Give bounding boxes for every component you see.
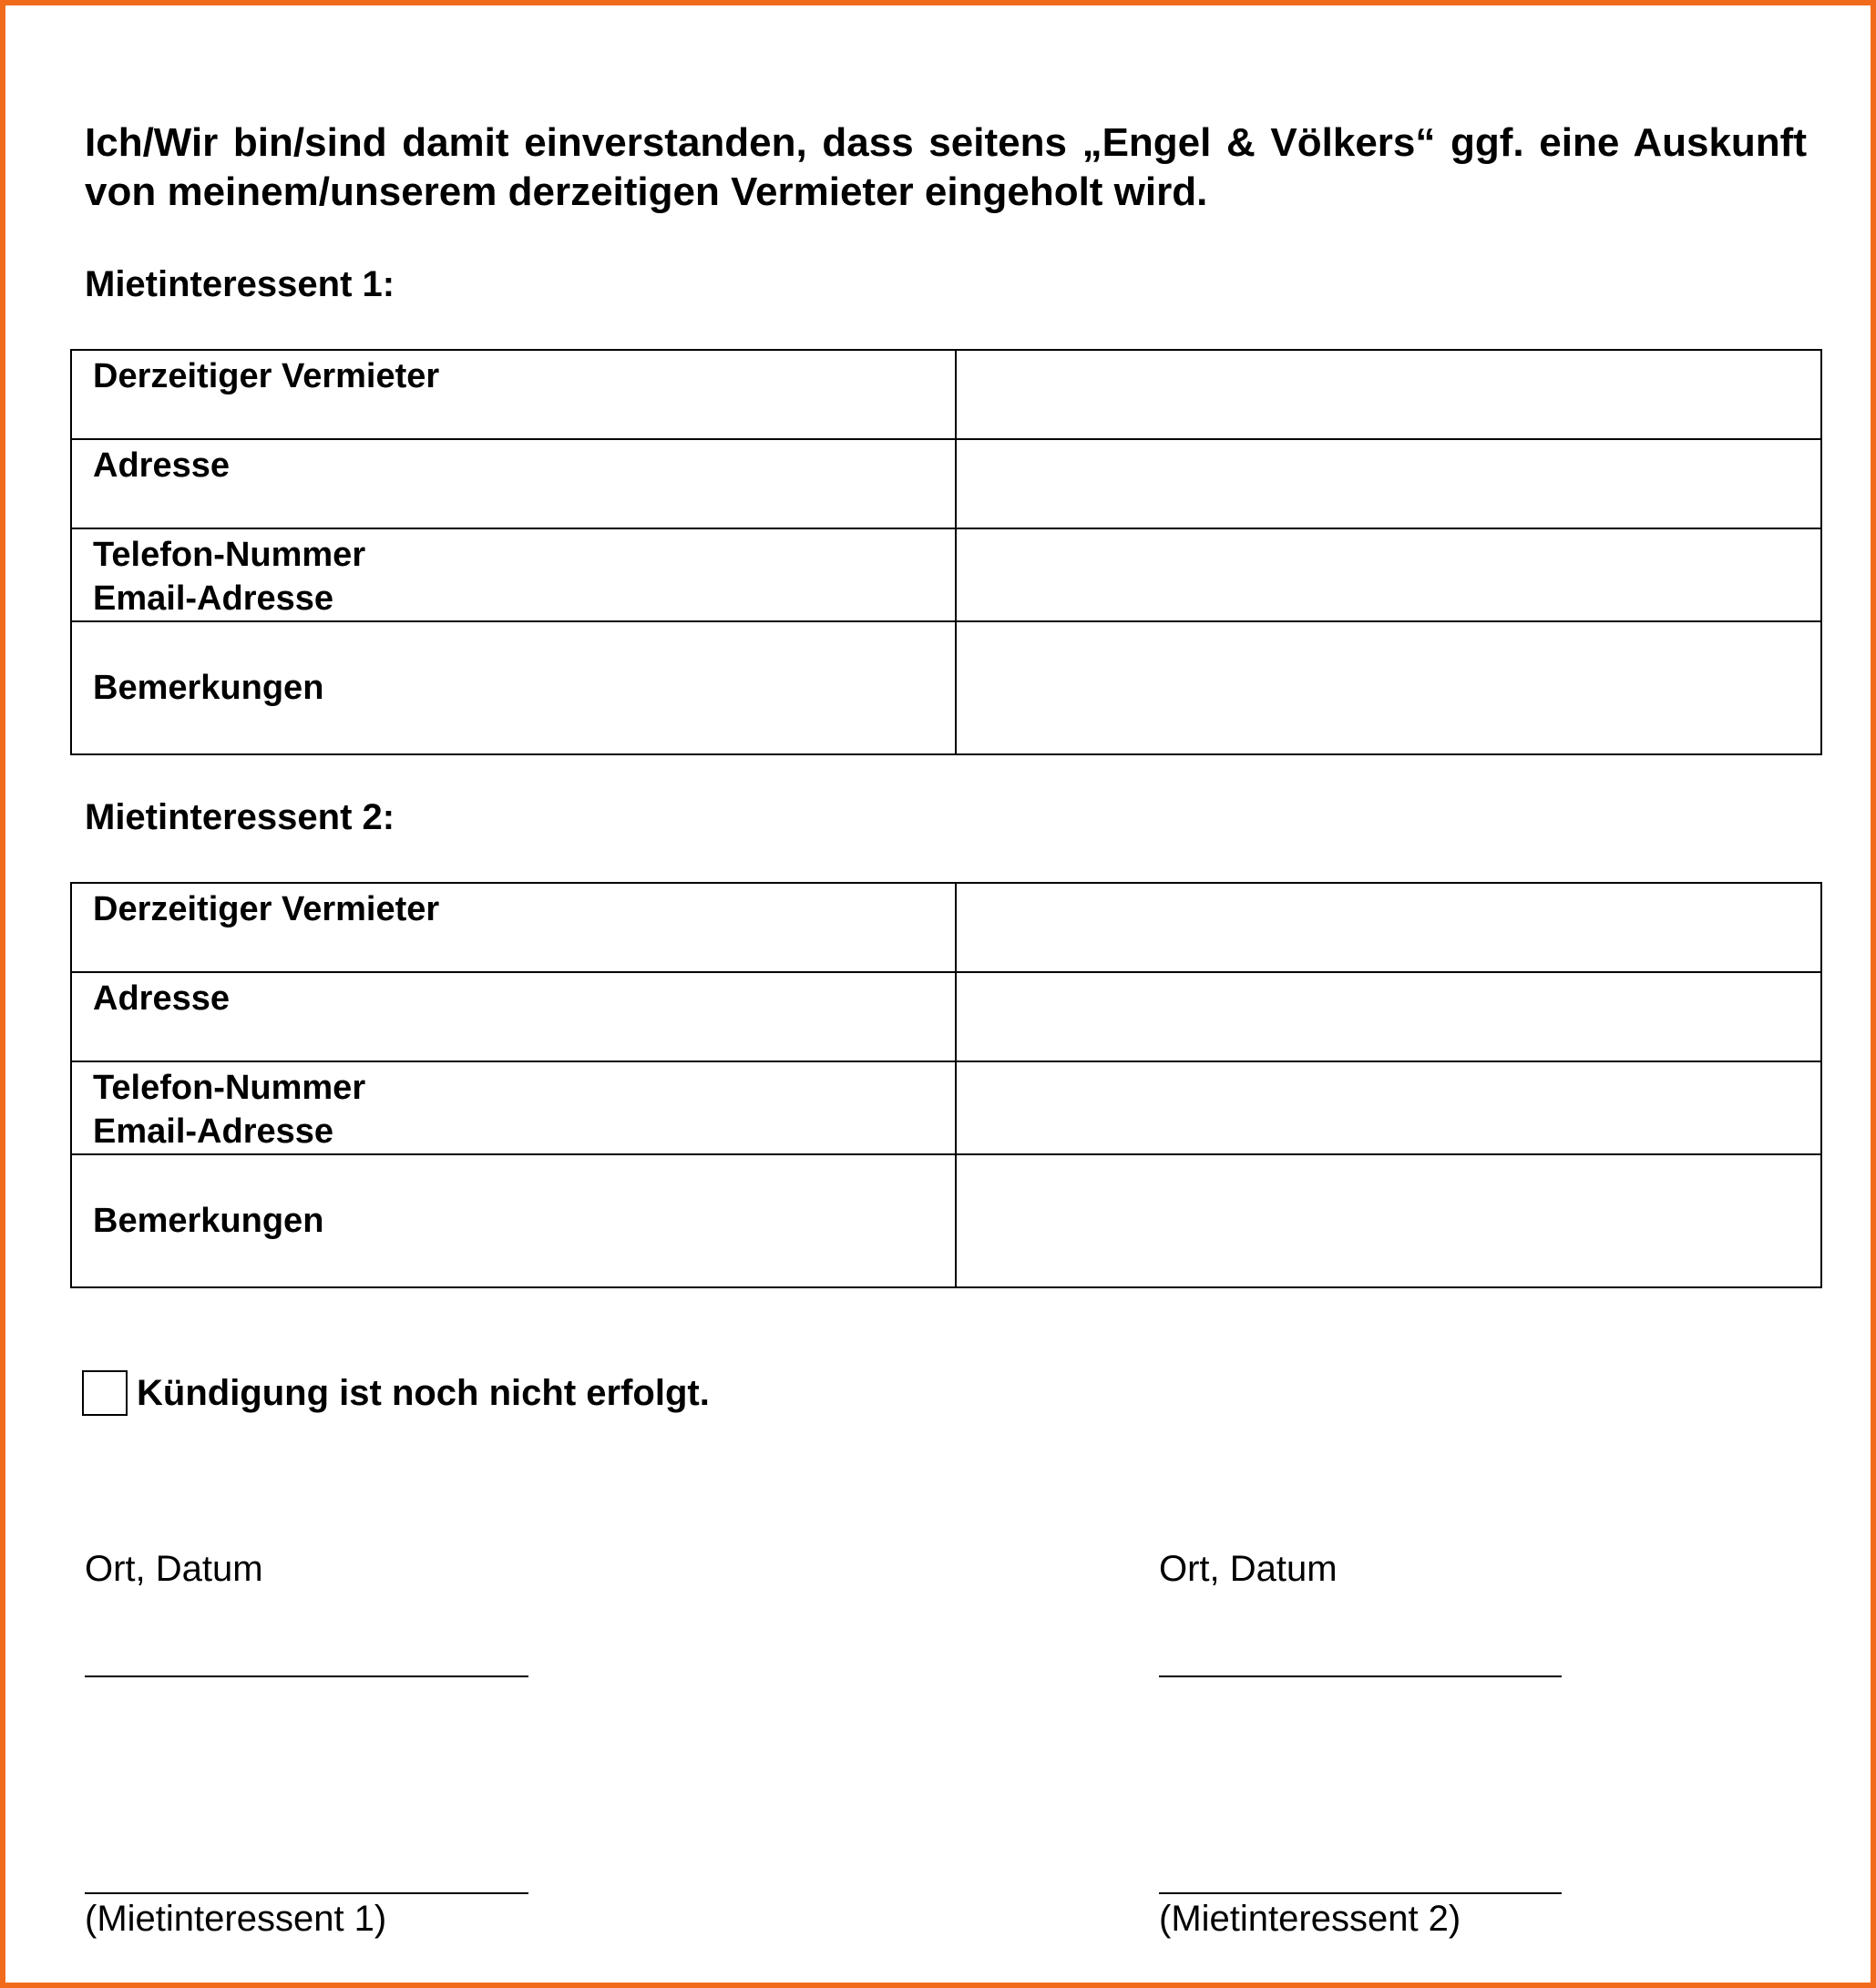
contact-field[interactable] (956, 1061, 1821, 1154)
phone-label-text: Telefon-Nummer (93, 536, 366, 574)
landlord-label (71, 883, 956, 972)
termination-label: Kündigung ist noch nicht erfolgt. (137, 1373, 710, 1413)
remarks-label-text: Bemerkungen (93, 1202, 324, 1240)
address-label-text: Adresse (93, 979, 230, 1018)
place-date-line-1[interactable] (85, 1675, 528, 1677)
place-date-line-2[interactable] (1159, 1675, 1562, 1677)
termination-option (82, 1368, 710, 1418)
landlord-label-text: Derzeitiger Vermieter (93, 357, 440, 395)
tenant-2-title: Mietinteressent 2: (85, 797, 395, 837)
landlord-field[interactable] (956, 350, 1821, 439)
tenant-1-table (70, 349, 1822, 755)
table-row (71, 621, 1821, 754)
landlord-label-text: Derzeitiger Vermieter (93, 890, 440, 928)
address-field[interactable] (956, 439, 1821, 528)
place-date-label-2: Ort, Datum (1159, 1549, 1338, 1589)
table-row (71, 528, 1821, 621)
contact-field[interactable] (956, 528, 1821, 621)
table-row (71, 1154, 1821, 1287)
remarks-field[interactable] (956, 621, 1821, 754)
signature-line-2[interactable] (1159, 1892, 1562, 1894)
email-label-text: Email-Adresse (93, 1112, 334, 1151)
contact-label (71, 528, 956, 621)
address-label (71, 439, 956, 528)
place-date-label-1: Ort, Datum (85, 1549, 263, 1589)
landlord-field[interactable] (956, 883, 1821, 972)
table-row (71, 972, 1821, 1061)
contact-label (71, 1061, 956, 1154)
landlord-label (71, 350, 956, 439)
signature-caption-1: (Mietinteressent 1) (85, 1899, 387, 1939)
address-field[interactable] (956, 972, 1821, 1061)
signature-line-1[interactable] (85, 1892, 528, 1894)
termination-checkbox[interactable] (82, 1370, 128, 1416)
address-label-text: Adresse (93, 446, 230, 485)
remarks-field[interactable] (956, 1154, 1821, 1287)
table-row (71, 1061, 1821, 1154)
remarks-label (71, 1154, 956, 1287)
signature-caption-2: (Mietinteressent 2) (1159, 1899, 1461, 1939)
phone-label-text: Telefon-Nummer (93, 1069, 366, 1107)
tenant-1-title: Mietinteressent 1: (85, 264, 395, 304)
remarks-label-text: Bemerkungen (93, 669, 324, 707)
table-row (71, 350, 1821, 439)
table-row (71, 883, 1821, 972)
email-label-text: Email-Adresse (93, 579, 334, 618)
remarks-label (71, 621, 956, 754)
table-row (71, 439, 1821, 528)
tenant-2-table (70, 882, 1822, 1288)
address-label (71, 972, 956, 1061)
consent-statement: Ich/Wir bin/sind damit einverstanden, dass seitens „Engel & Völkers“ ggf. eine Auskunft von meinem/unserem derzeitigen Vermieter eingeholt wird. (85, 120, 1807, 214)
